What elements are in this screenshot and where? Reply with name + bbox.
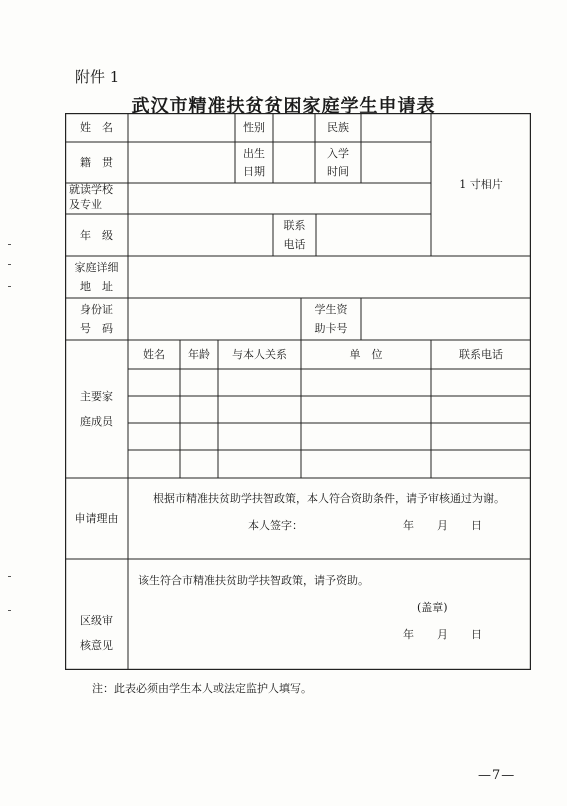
address-label-line2: 地 址 <box>80 280 113 293</box>
birth-date-field[interactable] <box>273 142 315 183</box>
aid-card-label-line2: 助卡号 <box>314 322 348 335</box>
enroll-date-field[interactable] <box>361 142 431 183</box>
margin-mark <box>8 610 11 611</box>
form-title: 武汉市精准扶贫贫困家庭学生申请表 <box>131 96 436 117</box>
seal-label: (盖章) <box>417 601 448 614</box>
birth-date-label <box>235 142 273 183</box>
review-month: 月 <box>437 628 448 641</box>
aid-card-field[interactable] <box>361 298 531 340</box>
birth-label-line1: 出生 <box>243 147 265 160</box>
phone-label-line2: 电话 <box>283 238 306 251</box>
margin-mark <box>8 264 11 265</box>
grade-label: 年 级 <box>80 228 113 242</box>
margin-mark <box>8 576 11 577</box>
gender-field[interactable] <box>273 113 315 142</box>
id-number-field[interactable] <box>128 298 301 340</box>
photo-label: 1 寸相片 <box>459 178 503 191</box>
family-members-label <box>65 340 128 478</box>
margin-mark <box>8 286 11 287</box>
aid-card-label <box>301 298 361 340</box>
family-header-age: 年龄 <box>188 348 210 361</box>
review-label-line2: 核意见 <box>80 638 113 652</box>
native-place-field[interactable] <box>128 142 235 183</box>
review-label <box>65 559 128 670</box>
reason-month: 月 <box>437 519 448 532</box>
application-form-table <box>65 113 531 670</box>
school-field[interactable] <box>128 183 431 214</box>
family-row[interactable] <box>128 423 531 450</box>
margin-mark <box>8 244 11 245</box>
school-label-line1: 就读学校 <box>69 183 113 196</box>
reason-statement: 根据市精准扶贫助学扶智政策，本人符合资助条件，请予审核通过为谢。 <box>153 492 505 505</box>
family-row[interactable] <box>128 396 531 423</box>
reason-year: 年 <box>403 519 414 532</box>
family-header-relation: 与本人关系 <box>232 348 287 361</box>
ethnicity-field[interactable] <box>361 113 431 142</box>
review-label-line1: 区级审 <box>80 613 113 627</box>
gender-label: 性别 <box>243 121 265 134</box>
signature-label: 本人签字： <box>248 519 303 532</box>
school-label-line2: 及专业 <box>69 198 102 211</box>
school-label <box>65 183 128 214</box>
address-label-line1: 家庭详细 <box>74 261 119 274</box>
page-number: —7— <box>478 768 516 783</box>
id-number-label <box>65 298 128 340</box>
address-label <box>65 256 128 298</box>
name-field[interactable] <box>128 113 235 142</box>
attachment-label: 附件 1 <box>75 68 120 86</box>
review-year: 年 <box>403 628 414 641</box>
footer-note: 注：此表必须由学生本人或法定监护人填写。 <box>92 682 312 695</box>
phone-field[interactable] <box>316 214 431 256</box>
aid-card-label-line1: 学生资 <box>314 303 348 316</box>
review-day: 日 <box>471 628 482 641</box>
phone-label <box>273 214 316 256</box>
grade-field[interactable] <box>128 214 273 256</box>
photo-box[interactable] <box>431 113 531 256</box>
birth-label-line2: 日期 <box>243 165 265 178</box>
enroll-label-line1: 入学 <box>327 147 349 160</box>
enroll-date-label <box>315 142 361 183</box>
review-statement: 该生符合市精准扶贫助学扶智政策，请予资助。 <box>138 574 369 587</box>
id-label-line1: 身份证 <box>80 303 113 316</box>
family-header-name: 姓名 <box>143 348 165 361</box>
reason-day: 日 <box>471 519 482 532</box>
native-place-label: 籍 贯 <box>80 156 113 169</box>
family-header-phone: 联系电话 <box>459 348 503 361</box>
id-label-line2: 号 码 <box>80 322 113 335</box>
family-header-employer: 单 位 <box>349 348 383 361</box>
family-label-line2: 庭成员 <box>80 415 113 428</box>
phone-label-line1: 联系 <box>283 219 306 232</box>
family-label-line1: 主要家 <box>80 390 113 403</box>
ethnicity-label: 民族 <box>327 121 349 134</box>
family-row[interactable] <box>128 369 531 396</box>
address-field[interactable] <box>128 256 531 298</box>
enroll-label-line2: 时间 <box>327 165 349 178</box>
name-label: 姓 名 <box>80 121 113 134</box>
family-row[interactable] <box>128 450 531 478</box>
reason-label: 申请理由 <box>74 512 119 525</box>
